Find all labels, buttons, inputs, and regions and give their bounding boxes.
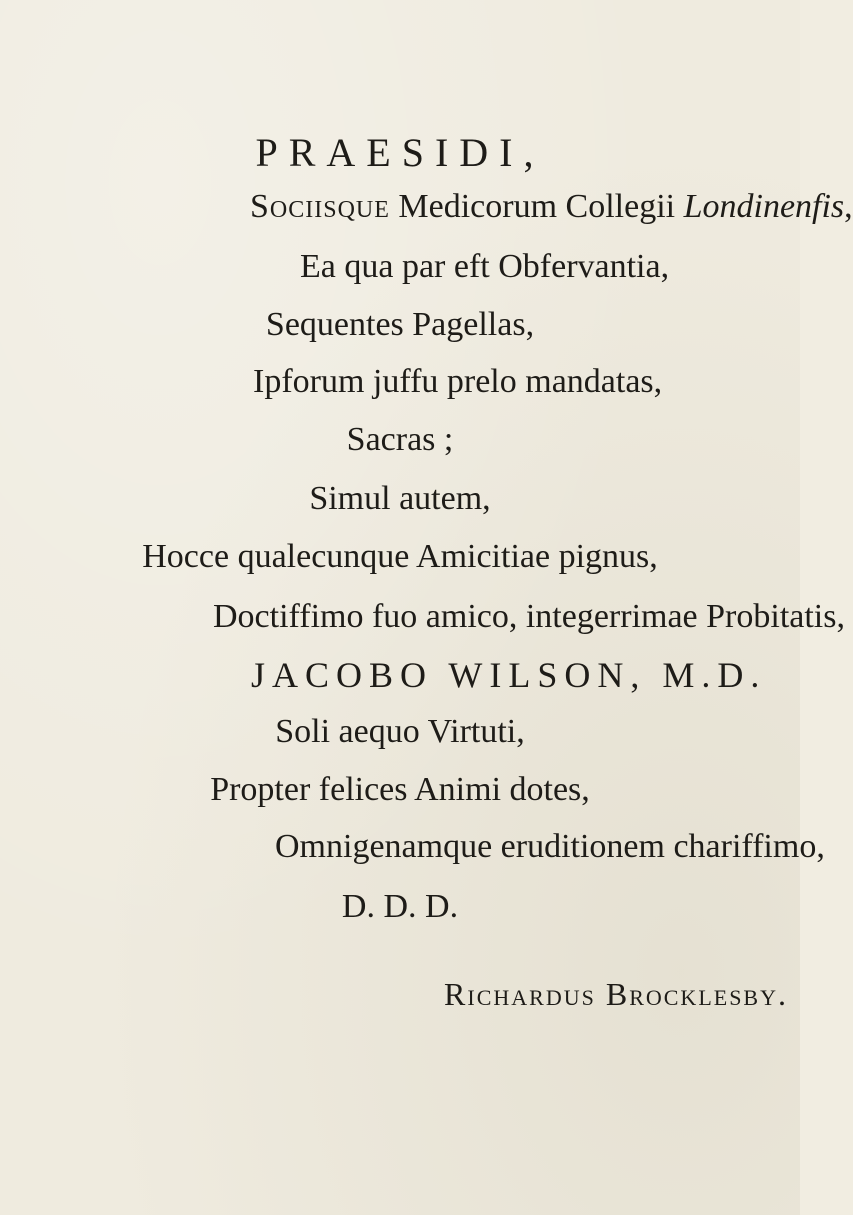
- dedication-line-amicitiae: Hocce qualecunque Amicitiae pignus,: [142, 538, 658, 575]
- dedication-line-probitatis: Doctiffimo fuo amico, integerrimae Probitatis,: [213, 598, 845, 635]
- dedication-heading: PRAESIDI,: [255, 130, 545, 175]
- dedication-line-sacras: Sacras ;: [346, 421, 454, 458]
- dedication-line-eruditionem: Omnigenamque eruditionem chariffimo,: [275, 828, 825, 865]
- italic-place-name: Londinenfis: [683, 188, 845, 225]
- dedication-line-pagellas: Sequentes Pagellas,: [265, 306, 535, 343]
- dedication-line-collegium: [250, 190, 853, 224]
- dedication-line-dotes: Propter felices Animi dotes,: [210, 771, 590, 808]
- dedicatee-name: JACOBO WILSON, M.D.: [251, 655, 767, 695]
- dedication-line-simul: Simul autem,: [309, 480, 491, 517]
- collegium-text: Medicorum Collegii: [389, 188, 684, 225]
- signature: Richardus Brocklesby.: [444, 976, 788, 1012]
- dedication-line-virtuti: Soli aequo Virtuti,: [275, 713, 525, 750]
- line-punctuation: ,: [844, 188, 853, 225]
- smallcaps-word: Sociisque: [250, 188, 390, 225]
- dedication-line-prelo: Ipforum juffu prelo mandatas,: [253, 363, 663, 400]
- dedication-line-observantia: Ea qua par eft Obfervantia,: [300, 248, 670, 285]
- dedication-formula: D. D. D.: [341, 888, 459, 925]
